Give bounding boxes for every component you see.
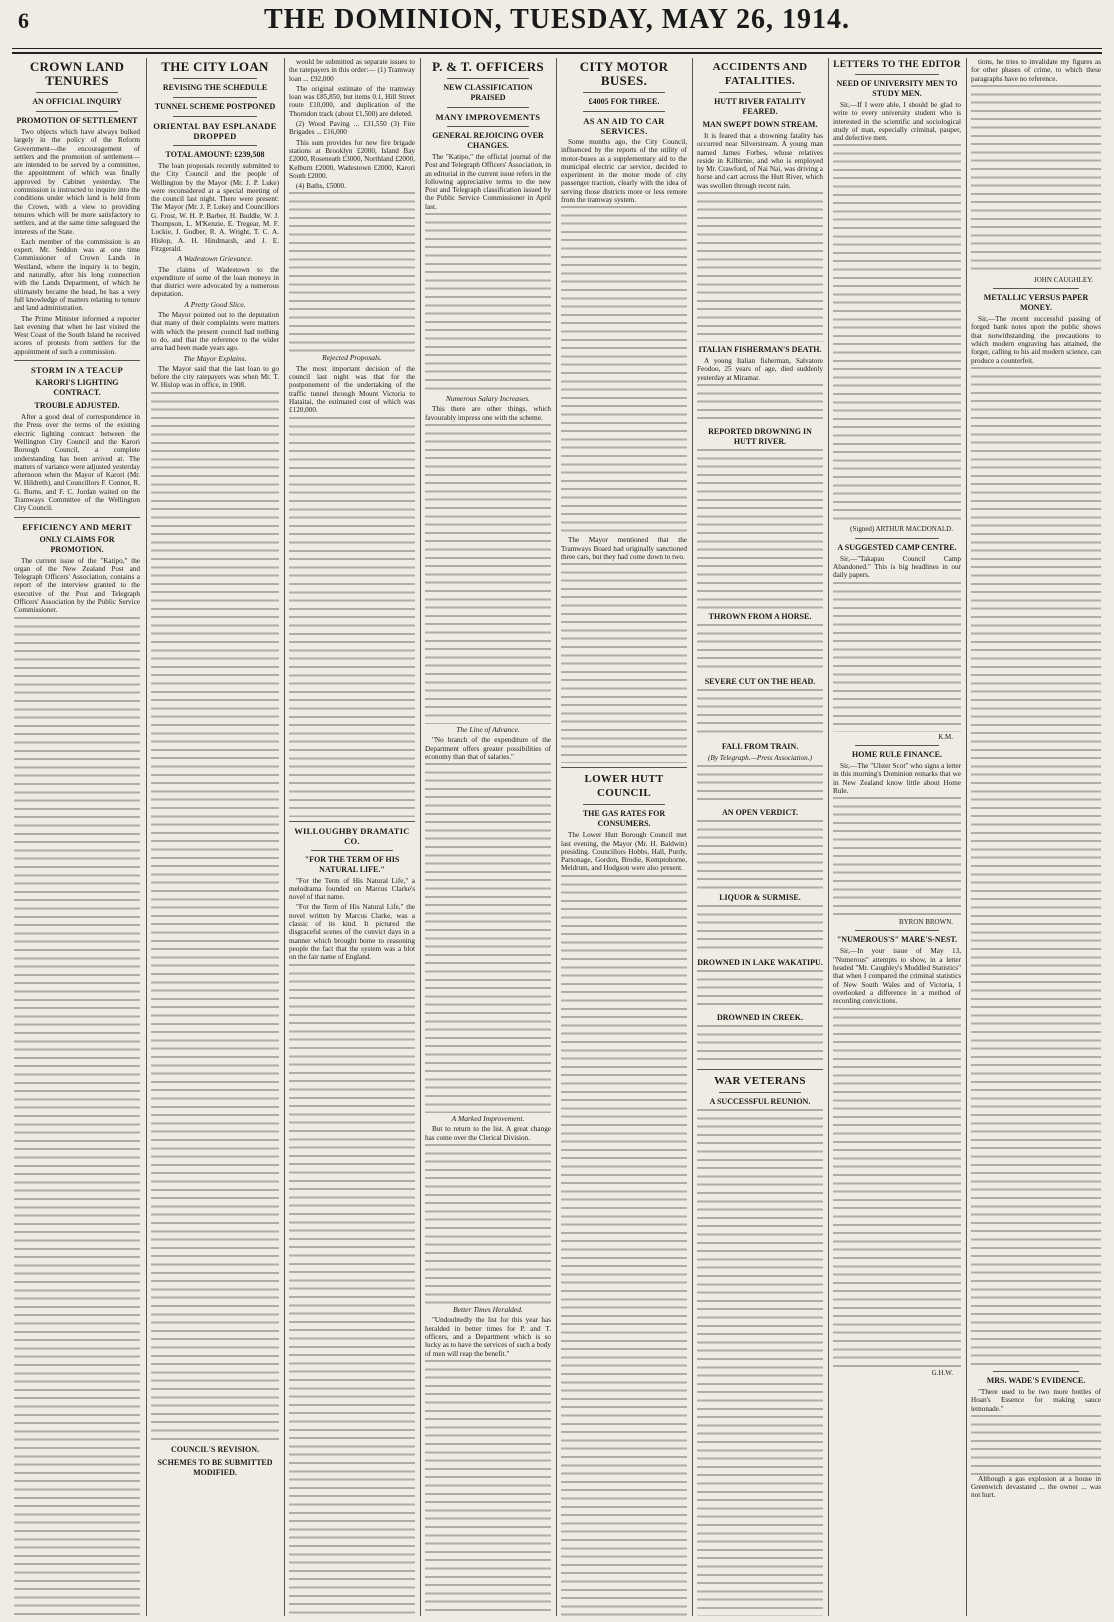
subhead: A SUCCESSFUL REUNION. xyxy=(709,1097,811,1107)
column-5 xyxy=(561,58,687,1616)
divider xyxy=(583,804,665,805)
divider xyxy=(855,538,939,539)
subhead: TUNNEL SCHEME POSTPONED xyxy=(154,102,276,111)
signature: K.M. xyxy=(938,732,953,741)
article-paragraph: "There used to be two more bottles of Hoan's Essence for making sauce lemonade." xyxy=(971,1387,1101,1413)
subhead: Rejected Proposals. xyxy=(322,353,382,363)
column-3 xyxy=(289,58,415,1616)
masthead-rule xyxy=(12,48,1102,49)
signature: JOHN CAUGHLEY. xyxy=(1034,275,1093,284)
subhead: DROWNED IN LAKE WAKATIPU. xyxy=(697,958,823,968)
text-body-lines xyxy=(833,1008,961,1368)
column-8 xyxy=(971,58,1101,1616)
divider xyxy=(697,1069,823,1070)
divider xyxy=(583,111,665,112)
text-body-lines xyxy=(14,617,140,1616)
subhead: HUTT RIVER FATALITY FEARED. xyxy=(714,97,806,116)
article-paragraph: The Prime Minister informed a reporter last evening that when he last visited the West Coast of the South Island he received scores of protests from settlers for the appointment of such a commission. xyxy=(14,314,140,356)
subhead: PROMOTION OF SETTLEMENT xyxy=(16,116,138,125)
text-body-lines xyxy=(833,144,961,524)
text-body-lines xyxy=(425,213,551,393)
column-1 xyxy=(14,58,140,1616)
newspaper-title: THE DOMINION, TUESDAY, MAY 26, 1914. xyxy=(264,4,850,35)
masthead-rule-thick xyxy=(12,52,1102,54)
subhead: A Wadestown Grievance. xyxy=(177,254,253,264)
article-paragraph: Sir,—If I were able, I should be glad to write to every university student who is interested in the scientific and sociological study of man, especially criminal, pauper, and defective men. xyxy=(833,101,961,143)
divider xyxy=(173,116,257,117)
article-paragraph: This sum provides for new fire brigade stations at Brooklyn £2000, Island Bay £2000, Roseneath £3000, Northland £2000, Kelburn £2000, Wadestown £2000, Karori South £2000. xyxy=(289,138,415,180)
subhead: MANY IMPROVEMENTS xyxy=(435,112,541,122)
divider xyxy=(993,288,1079,289)
article-paragraph: "No branch of the expenditure of the Department offers greater possibilities of economy than that of salaries." xyxy=(425,736,551,761)
article-paragraph: Some months ago, the City Council, influenced by the reports of the utility of motor-buses as a supplementary aid to the municipal electric car service, decided to experiment in the motor mode of city passenger traction, clearly with the idea of serving those districts more or less remote from the tramway system. xyxy=(561,138,687,205)
divider xyxy=(36,92,118,93)
headline-storm: STORM IN A TEACUP xyxy=(31,365,123,376)
headline-efficiency: EFFICIENCY AND MERIT xyxy=(22,521,132,532)
column-rule xyxy=(420,58,421,1616)
article-paragraph: Sir,—The "Ulster Scot" who signs a letter in this morning's Dominion remarks that we in New Zealand know little about Home Rule. xyxy=(833,761,961,795)
signature: G.H.W. xyxy=(931,1368,953,1377)
text-body-lines xyxy=(697,820,823,890)
text-body-lines xyxy=(561,563,687,763)
text-body-lines xyxy=(971,85,1101,275)
text-body-lines xyxy=(425,1144,551,1304)
headline-city-loan: THE CITY LOAN xyxy=(161,59,269,74)
subhead: ITALIAN FISHERMAN'S DEATH. xyxy=(698,345,822,355)
column-rule xyxy=(966,58,967,1616)
signature: BYRON BROWN. xyxy=(898,918,953,927)
divider xyxy=(855,74,939,75)
headline-war-veterans: WAR VETERANS xyxy=(714,1075,806,1088)
subhead: GENERAL REJOICING OVER CHANGES. xyxy=(432,131,544,150)
text-body-lines xyxy=(425,1360,551,1616)
divider xyxy=(289,821,415,822)
text-body-lines xyxy=(697,970,823,1010)
text-body-lines xyxy=(697,192,823,342)
divider xyxy=(993,1371,1079,1372)
subhead: ONLY CLAIMS FOR PROMOTION. xyxy=(39,534,115,554)
divider xyxy=(719,1092,801,1093)
text-body-lines xyxy=(971,1415,1101,1475)
article-paragraph: (2) Wood Paving ... £31,550 (3) Fire Brigades ... £16,000 xyxy=(289,120,415,137)
article-paragraph: Sir,—"Takapau Council Camp Abandoned." This is big headlines in our daily papers. xyxy=(833,554,961,580)
text-body-lines xyxy=(561,875,687,1616)
subhead: A Marked Improvement. xyxy=(451,1114,525,1124)
headline-letters: LETTERS TO THE EDITOR xyxy=(833,60,961,70)
subhead: COUNCIL'S REVISION. xyxy=(170,1444,260,1454)
headline-pt-officers: P. & T. OFFICERS xyxy=(432,59,544,74)
divider xyxy=(447,78,529,79)
signature: (Signed) ARTHUR MACDONALD. xyxy=(850,525,953,534)
text-body-lines xyxy=(697,905,823,955)
subhead: A Pretty Good Slice. xyxy=(184,299,246,309)
subhead: The Mayor Explains. xyxy=(183,353,247,363)
article-paragraph: "Undoubtedly the list for this year has heralded in better times for P. and T. officers, and a Department which is so lucky as to have the services of such a body of men will reap the benefit." xyxy=(425,1316,551,1358)
divider xyxy=(14,360,140,361)
subhead: ORIENTAL BAY ESPLANADE DROPPED xyxy=(153,121,277,141)
article-paragraph: Two objects which have always bulked largely in the policy of the Reform Government—the encouragement of settlers and the promotion of settlement—are intended to be served by a committee, the appointment of which was finally approved by Cabinet yesterday. The commission is instructed to inquire into the conditions under which land is held from the Crown, with a view to providing tenures which will be more satisfactory to settlers, and at the same time safeguard the interests of the State. xyxy=(14,128,140,236)
subhead: MAN SWEPT DOWN STREAM. xyxy=(702,120,818,129)
article-paragraph: Each member of the commission is an expert. Mr. Seddon was at one time Commissioner of Crown Lands in Westland, where the inquiry is to begin, and naturally, after his long connection with the Lands Department, of which he ultimately became the head, he has a very full knowledge of matters relating to tenure and land administration. xyxy=(14,237,140,313)
article-paragraph: "For the Term of His Natural Life," the novel written by Marcus Clarke, was a classic of its kind. It pictured the disgraceful scenes of the convict days in a manner which brought home to reasoning people the fact that the system was a blot on the fair name of England. xyxy=(289,903,415,962)
headline-willoughby: WILLOUGHBY DRAMATIC CO. xyxy=(294,825,410,846)
article-paragraph: The most important decision of the council last night was that for the postponement of the undertaking of the traffic tunnel through Mount Victoria to Hataitai, the estimated cost of which was £120,000. xyxy=(289,364,415,415)
article-paragraph: After a good deal of correspondence in the Press over the terms of the existing electric lighting contract between the Wellington City Council and the Karori Borough Council, a complete understanding has been arrived at. The matters of variance were adjusted yesterday afternoon when the Mayor of Karori (Mr. W. Hildreth), and Councillors F. Connor, R. G. Burns, and F. C. Jordan waited on the Tramways Committee of the Wellington City Council. xyxy=(14,413,140,513)
article-paragraph: Sir,—In your issue of May 13, "Numerous" attempts to show, in a letter headed "Mr. Caughley's Muddled Statistics" that when I compared the criminal statistics of New South Wales and of Victoria, I overlooked a difference in a method of recording convictions. xyxy=(833,947,961,1006)
column-rule xyxy=(284,58,285,1616)
text-body-lines xyxy=(425,763,551,1113)
subhead: NEED OF UNIVERSITY MEN TO STUDY MEN. xyxy=(836,79,958,98)
subhead: THE GAS RATES FOR CONSUMERS. xyxy=(582,809,666,829)
subhead: £4005 FOR THREE. xyxy=(588,97,660,106)
text-body-lines xyxy=(289,417,415,817)
subhead: SCHEMES TO BE SUBMITTED MODIFIED. xyxy=(157,1457,273,1477)
text-body-lines xyxy=(697,384,823,424)
article-paragraph: would be submitted as separate issues to the ratepayers in this order:— (1) Tramway loan ... £92,000 xyxy=(289,58,415,83)
subhead: AN OPEN VERDICT. xyxy=(722,808,798,818)
text-body-lines xyxy=(697,624,823,674)
divider xyxy=(14,517,140,518)
article-paragraph: Sir,—The recent successful passing of forged bank notes upon the public shows that notwithstanding the precautions to which modern engraving has attained, the forger, calling to his aid modern science, can produce a counterfeit. xyxy=(971,315,1101,365)
subhead: THROWN FROM A HORSE. xyxy=(708,611,812,621)
text-body-lines xyxy=(151,392,279,1442)
article-paragraph: The original estimate of the tramway loan was £85,850, but items 0.1, Hill Street route £10,000, and duplication of the Thorndon track (about £1,500) are deleted. xyxy=(289,84,415,118)
article-paragraph: The current issue of the "Katipo," the organ of the New Zealand Post and Telegraph Officers' Association, contains a report of the interview granted to the executive of the Post and Telegraph Officers' Association by the Public Service Commissioner. xyxy=(14,556,140,615)
subhead: HOME RULE FINANCE. xyxy=(851,749,942,759)
subhead: The Line of Advance. xyxy=(456,724,520,734)
article-paragraph: The Mayor pointed out to the deputation that many of their complaints were matters with which the present council had nothing to do, and that the reference to the wider area had been made years ago. xyxy=(151,311,279,353)
masthead xyxy=(0,0,1114,50)
subhead: Better Times Heralded. xyxy=(453,1305,523,1315)
subhead: NEW CLASSIFICATION PRAISED xyxy=(443,83,533,102)
subhead: "FOR THE TERM OF HIS NATURAL LIFE." xyxy=(304,854,400,874)
column-rule xyxy=(828,58,829,1616)
divider xyxy=(855,745,939,746)
text-body-lines xyxy=(697,765,823,805)
subhead: MRS. WADE'S EVIDENCE. xyxy=(986,1375,1086,1385)
text-body-lines xyxy=(425,424,551,724)
article-paragraph: "For the Term of His Natural Life," a melodrama founded on Marcus Clarke's novel of that name. xyxy=(289,876,415,902)
article-paragraph: But to return to the list. A great change has come over the Clerical Division. xyxy=(425,1125,551,1142)
column-7 xyxy=(833,58,961,1616)
article-paragraph: tions, he tries to invalidate my figures as for other phases of crime, to which these paragraphs have no reference. xyxy=(971,58,1101,83)
article-paragraph: (4) Baths, £5000. xyxy=(296,182,346,191)
article-paragraph: Although a gas explosion at a house in Greenwich devastated ... the owner ... was not hurt. xyxy=(971,1474,1101,1500)
subhead: AN OFFICIAL INQUIRY xyxy=(32,97,122,106)
article-paragraph: The Mayor said that the last loan to go before the city ratepayers was when Mr. T. W. Hislop was in office, in 1908. xyxy=(151,364,279,390)
subhead: SEVERE CUT ON THE HEAD. xyxy=(704,676,816,686)
text-body-lines xyxy=(289,964,415,1617)
article-paragraph: It is feared that a drowning fatality has occurred near Silverstream. A young man named James Forbes, whose relatives reside in Kilbirnie, and who is employed by Mr. Crawford, of Nai Nai, was driving a horse and cart across the Hutt River, which was swollen through recent rain. xyxy=(697,132,823,190)
subhead: TOTAL AMOUNT: £239,508 xyxy=(165,150,265,159)
column-rule xyxy=(692,58,693,1616)
divider xyxy=(583,92,665,93)
column-rule xyxy=(146,58,147,1616)
divider xyxy=(173,145,257,146)
text-body-lines xyxy=(697,449,823,609)
text-body-lines xyxy=(697,1109,823,1616)
divider xyxy=(36,111,118,112)
text-body-lines xyxy=(833,797,961,917)
text-body-lines xyxy=(289,192,415,352)
column-6 xyxy=(697,58,823,1616)
article-paragraph: The "Katipo," the official journal of the Post and Telegraph Officers' Association, in an editorial in the current issue refers in the following appreciative terms to the new Post and Telegraph classification issued by the Public Service Commissioner in April last. xyxy=(425,153,551,211)
subhead: REPORTED DROWNING IN HUTT RIVER. xyxy=(708,426,812,446)
page-number: 6 xyxy=(18,8,29,33)
article-paragraph: The loan proposals recently submitted to the City Council and the people of Wellington by the Mayor (Mr. J. P. Luke) were reconsidered at a special meeting of the council last night. There were present: The Mayor (Mr. J. P. Luke) and Councillors G. Frost, W. H. P. Barber, H. Buddle, W. J. Thompson, L. M'Kenzie, E. Tregear, M. F. Luckie, J. Godber, R. A. Wright, T. C. A. Hislop, A. H. Hindmarsh, and J. E. Fitzgerald. xyxy=(151,162,279,253)
text-body-lines xyxy=(697,689,823,739)
divider xyxy=(173,97,257,98)
divider xyxy=(173,78,257,79)
divider xyxy=(311,850,393,851)
subhead: AS AN AID TO CAR SERVICES. xyxy=(583,116,665,136)
subhead: "NUMEROUS'S" MARE'S-NEST. xyxy=(836,935,958,945)
column-2 xyxy=(151,58,279,1616)
credit-line: (By Telegraph.—Press Association.) xyxy=(708,753,812,762)
divider xyxy=(447,107,529,108)
text-body-lines xyxy=(971,367,1101,1367)
subhead: TROUBLE ADJUSTED. xyxy=(34,401,120,411)
divider xyxy=(561,767,687,768)
subhead: KARORI'S LIGHTING CONTRACT. xyxy=(35,378,119,398)
subhead: A SUGGESTED CAMP CENTRE. xyxy=(837,542,957,552)
headline-accidents: ACCIDENTS AND FATALITIES. xyxy=(712,61,808,87)
divider xyxy=(719,92,801,93)
headline-lower-hutt: LOWER HUTT COUNCIL xyxy=(584,773,664,800)
column-4 xyxy=(425,58,551,1616)
divider xyxy=(855,930,939,931)
subhead: FALL FROM TRAIN. xyxy=(721,741,799,751)
article-paragraph: The claims of Wadestown to the expenditure of some of the loan moneys in that district were advocated by a numerous deputation. xyxy=(151,265,279,299)
subhead: DROWNED IN CREEK. xyxy=(716,1013,803,1023)
headline-motor-buses: CITY MOTOR BUSES. xyxy=(579,59,669,88)
article-paragraph: The Mayor mentioned that the Tramways Board had originally sanctioned three cars, but they had come down to two. xyxy=(561,536,687,561)
subhead: LIQUOR & SURMISE. xyxy=(719,893,801,903)
headline-crown-land: CROWN LAND TENURES xyxy=(29,59,125,88)
divider xyxy=(447,126,529,127)
column-rule xyxy=(556,58,557,1616)
subhead: METALLIC VERSUS PAPER MONEY. xyxy=(983,293,1089,313)
article-paragraph: The Lower Hutt Borough Council met last evening, the Mayor (Mr. H. Baldwin) presiding. Councillors Hobbs, Hall, Purdy, Parsonage, Gordon, Brodie, Kemptohorne, Meldrum, and Hodgson were also present. xyxy=(561,831,687,873)
subhead: Numerous Salary Increases. xyxy=(445,394,531,404)
article-paragraph: This there are other things, which favourably impress one with the scheme. xyxy=(425,405,551,422)
text-body-lines xyxy=(697,1025,823,1065)
text-body-lines xyxy=(833,582,961,732)
text-body-lines xyxy=(561,206,687,536)
subhead: REVISING THE SCHEDULE xyxy=(162,83,268,92)
article-paragraph: A young Italian fisherman, Salvatore Feodoo, 25 years of age, died suddenly yesterday at Miramar. xyxy=(697,357,823,382)
